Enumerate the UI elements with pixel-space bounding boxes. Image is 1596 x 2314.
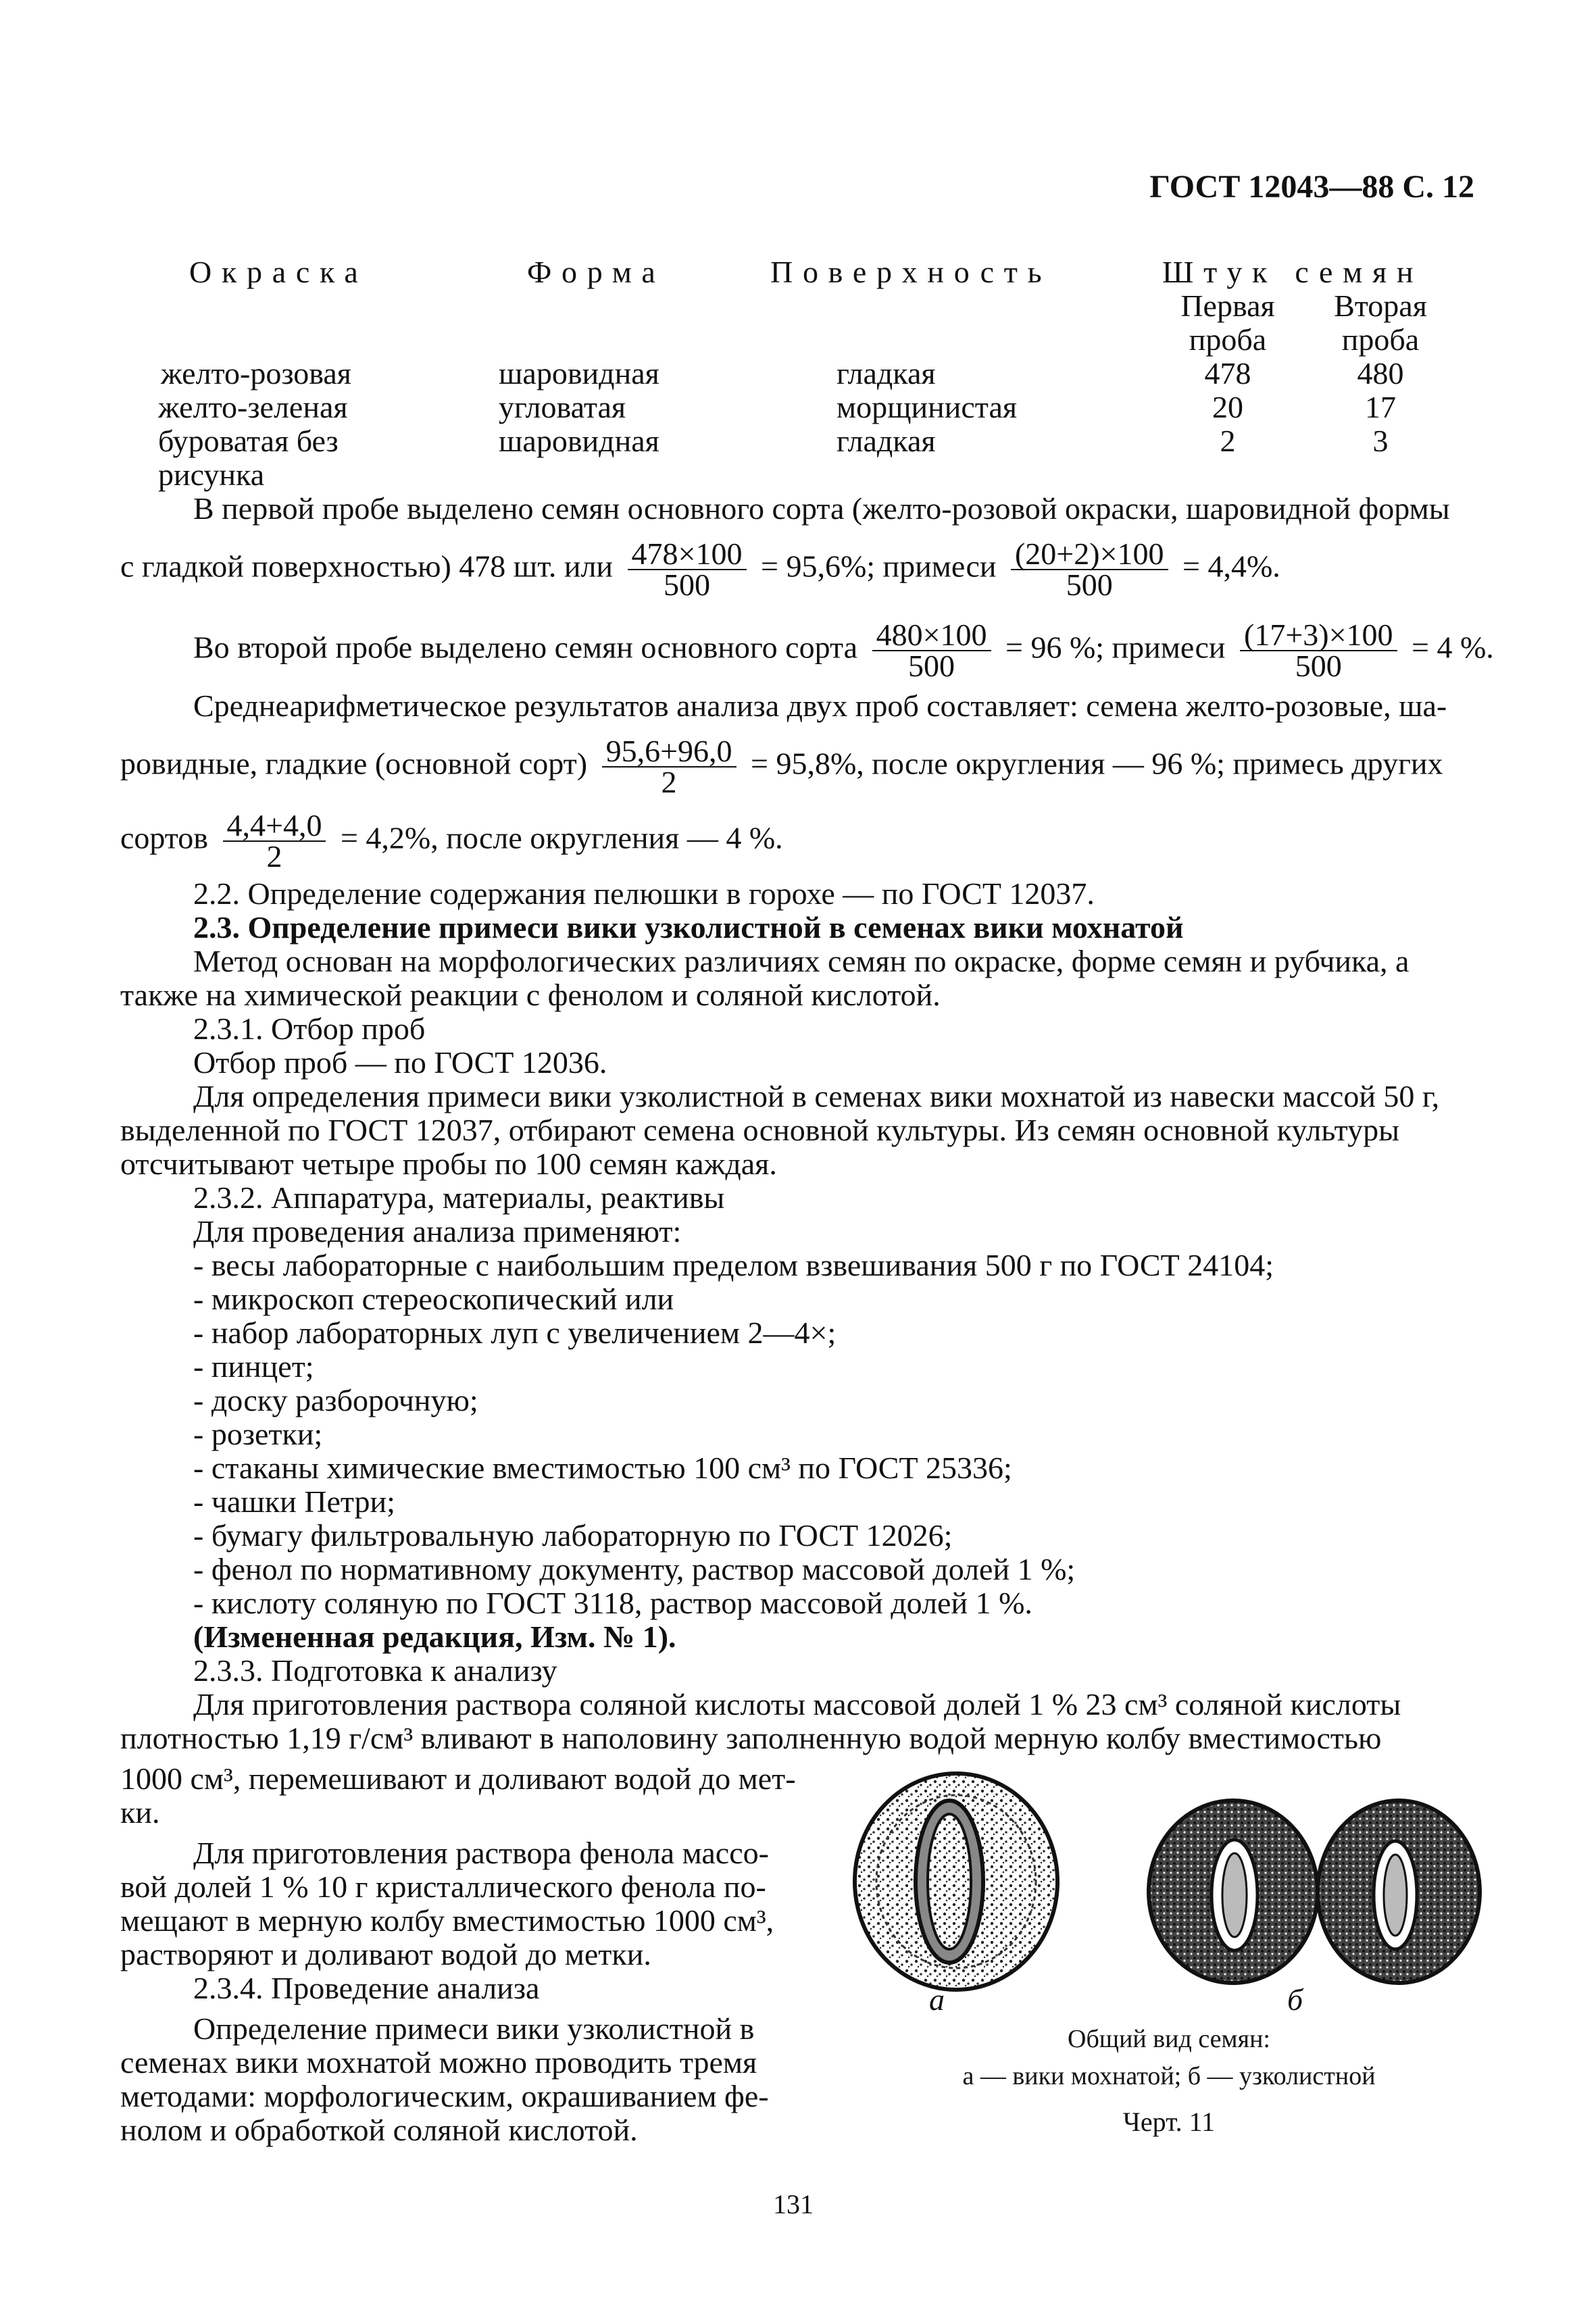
list-item: - чашки Петри;: [193, 1484, 395, 1519]
prep-phenol-line-1: Для приготовления раствора фенола массо-: [193, 1836, 769, 1870]
col-header-color: Окраска: [189, 255, 368, 289]
seed-narrow-leaved-vetch-2: [1318, 1801, 1480, 1983]
figure-caption-legend: а — вики мохнатой; б — узколистной: [962, 2062, 1376, 2090]
calc-line-4: сортов $\frac{4,4+4,0}{2}$ = 4,2%, после округления — 4 %.: [120, 808, 783, 874]
page-number: 131: [773, 2189, 814, 2219]
analysis-line-2: семенах вики мохнатой можно проводить тремя: [120, 2045, 757, 2080]
seed-narrow-leaved-vetch-1: [1149, 1801, 1318, 1983]
sampling-line-3: отсчитывают четыре пробы по 100 семян каждая.: [120, 1147, 777, 1181]
section-2-2: 2.2. Определение содержания пелюшки в горохе — по ГОСТ 12037.: [193, 876, 1095, 911]
sub-header-first: Первая проба: [1180, 288, 1275, 357]
figure-label-b: б: [1287, 1982, 1303, 2017]
row1-second: 480: [1357, 356, 1404, 391]
row1-form: шаровидная: [499, 356, 659, 391]
col-header-form: Форма: [527, 255, 666, 289]
row3-color-cont: рисунка: [158, 457, 265, 492]
row2-second: 17: [1365, 390, 1396, 424]
row2-form: угловатая: [499, 390, 626, 424]
col-header-count: Штук семян: [1162, 255, 1424, 289]
method-line-2: также на химической реакции с фенолом и соляной кислотой.: [120, 978, 941, 1012]
row2-color: желто-зеленая: [158, 390, 348, 424]
prep-acid-line-3: 1000 см³, перемешивают и доливают водой до мет-: [120, 1761, 796, 1796]
row3-color: буроватая без: [158, 424, 339, 458]
sampling-line-2: выделенной по ГОСТ 12037, отбирают семена основной культуры. Из семян основной культуры: [120, 1113, 1400, 1147]
prep-phenol-line-3: мещают в мерную колбу вместимостью 1000 см³,: [120, 1903, 774, 1938]
sub-header-second: Вторая проба: [1334, 288, 1427, 357]
row1-color: желто-розовая: [161, 356, 351, 391]
prep-acid-line-2: плотностью 1,19 г/см³ вливают в наполовину заполненную водой мерную колбу вместимостью: [120, 1721, 1382, 1755]
col-header-surface: Поверхность: [770, 255, 1052, 289]
seed-hairy-vetch: [855, 1774, 1057, 1990]
calc-line-1: с гладкой поверхностью) 478 шт. или $\frac{478\times 100}{500}$ = 95,6%; примеси $\frac{(20+2)\times 100}{500}$ = 4,4%.: [120, 536, 1280, 602]
analysis-line-4: нолом и обработкой соляной кислотой.: [120, 2113, 638, 2147]
row1-surface: гладкая: [837, 356, 936, 391]
row2-surface: морщинистая: [837, 390, 1018, 424]
section-2-3-2: 2.3.2. Аппаратура, материалы, реактивы: [193, 1180, 725, 1215]
section-2-3-1: 2.3.1. Отбор проб: [193, 1011, 426, 1046]
sampling-text: Отбор проб — по ГОСТ 12036.: [193, 1045, 607, 1080]
section-2-3-4: 2.3.4. Проведение анализа: [193, 1971, 540, 2005]
figure-number: Черт. 11: [1122, 2107, 1216, 2137]
page-header: ГОСТ 12043—88 С. 12: [1149, 169, 1474, 205]
list-item: - набор лабораторных луп с увеличением 2—4×;: [193, 1315, 837, 1350]
method-line-1: Метод основан на морфологических различиях семян по окраске, форме семян и рубчика, а: [193, 944, 1410, 978]
row2-first: 20: [1212, 390, 1243, 424]
section-2-3-title: 2.3. Определение примеси вики узколистной в семенах вики мохнатой: [193, 910, 1184, 945]
prep-acid-line-4: ки.: [120, 1795, 160, 1830]
list-item: - микроскоп стереоскопический или: [193, 1282, 674, 1316]
fraction-3: $\frac{480\times 100}{500}$: [872, 620, 991, 681]
row3-first: 2: [1220, 424, 1236, 458]
fraction-6: $\frac{4,4+4,0}{2}$: [223, 811, 326, 872]
apparatus-intro: Для проведения анализа применяют:: [193, 1214, 682, 1249]
seed-illustration: [848, 1760, 1483, 2010]
row1-first: 478: [1204, 356, 1251, 391]
fraction-1: $\frac{478\times 100}{500}$: [628, 539, 747, 600]
list-item: - доску разборочную;: [193, 1383, 478, 1417]
fraction-5: $\frac{95,6+96,0}{2}$: [602, 736, 737, 797]
row3-second: 3: [1372, 424, 1389, 458]
list-item: - весы лабораторные с наибольшим пределом взвешивания 500 г по ГОСТ 24104;: [193, 1248, 1274, 1282]
calc-line-2: Во второй пробе выделено семян основного сорта $\frac{480\times 100}{500}$ = 96 %; примеси $\frac{(17+3)\times 100}{500}$ = 4 %.: [193, 618, 1494, 683]
edit-note: (Измененная редакция, Изм. № 1).: [193, 1619, 676, 1654]
paragraph-first-sample: В первой пробе выделено семян основного сорта (желто-розовой окраски, шаровидной формы: [193, 491, 1450, 526]
sampling-line-1: Для определения примеси вики узколистной в семенах вики мохнатой из навески массой 50 г,: [193, 1079, 1440, 1113]
list-item: - стаканы химические вместимостью 100 см³ по ГОСТ 25336;: [193, 1451, 1012, 1485]
calc-line-3: ровидные, гладкие (основной сорт) $\frac{95,6+96,0}{2}$ = 95,8%, после округления — 96 %; примесь других: [120, 734, 1443, 799]
prep-acid-line-1: Для приготовления раствора соляной кислоты массовой долей 1 % 23 см³ соляной кислоты: [193, 1687, 1401, 1721]
prep-phenol-line-4: растворяют и доливают водой до метки.: [120, 1937, 651, 1971]
prep-phenol-line-2: вой долей 1 % 10 г кристаллического фенола по-: [120, 1869, 766, 1904]
fraction-4: $\frac{(17+3)\times 100}{500}$: [1240, 620, 1397, 681]
section-2-3-3: 2.3.3. Подготовка к анализу: [193, 1653, 557, 1688]
list-item: - пинцет;: [193, 1349, 314, 1384]
list-item: - фенол по нормативному документу, раствор массовой долей 1 %;: [193, 1552, 1076, 1586]
list-item: - розетки;: [193, 1417, 323, 1451]
list-item: - кислоту соляную по ГОСТ 3118, раствор массовой долей 1 %.: [193, 1586, 1032, 1620]
paragraph-average: Среднеарифметическое результатов анализа двух проб составляет: семена желто-розовые, ша-: [193, 688, 1447, 723]
row3-form: шаровидная: [499, 424, 659, 458]
row3-surface: гладкая: [837, 424, 936, 458]
fraction-2: $\frac{(20+2)\times 100}{500}$: [1011, 539, 1168, 600]
analysis-line-3: методами: морфологическим, окрашиванием фе-: [120, 2079, 769, 2113]
figure-caption-title: Общий вид семян:: [1068, 2025, 1270, 2053]
list-item: - бумагу фильтровальную лабораторную по ГОСТ 12026;: [193, 1518, 953, 1553]
figure-label-a: а: [929, 1982, 945, 2017]
analysis-line-1: Определение примеси вики узколистной в: [193, 2011, 755, 2046]
